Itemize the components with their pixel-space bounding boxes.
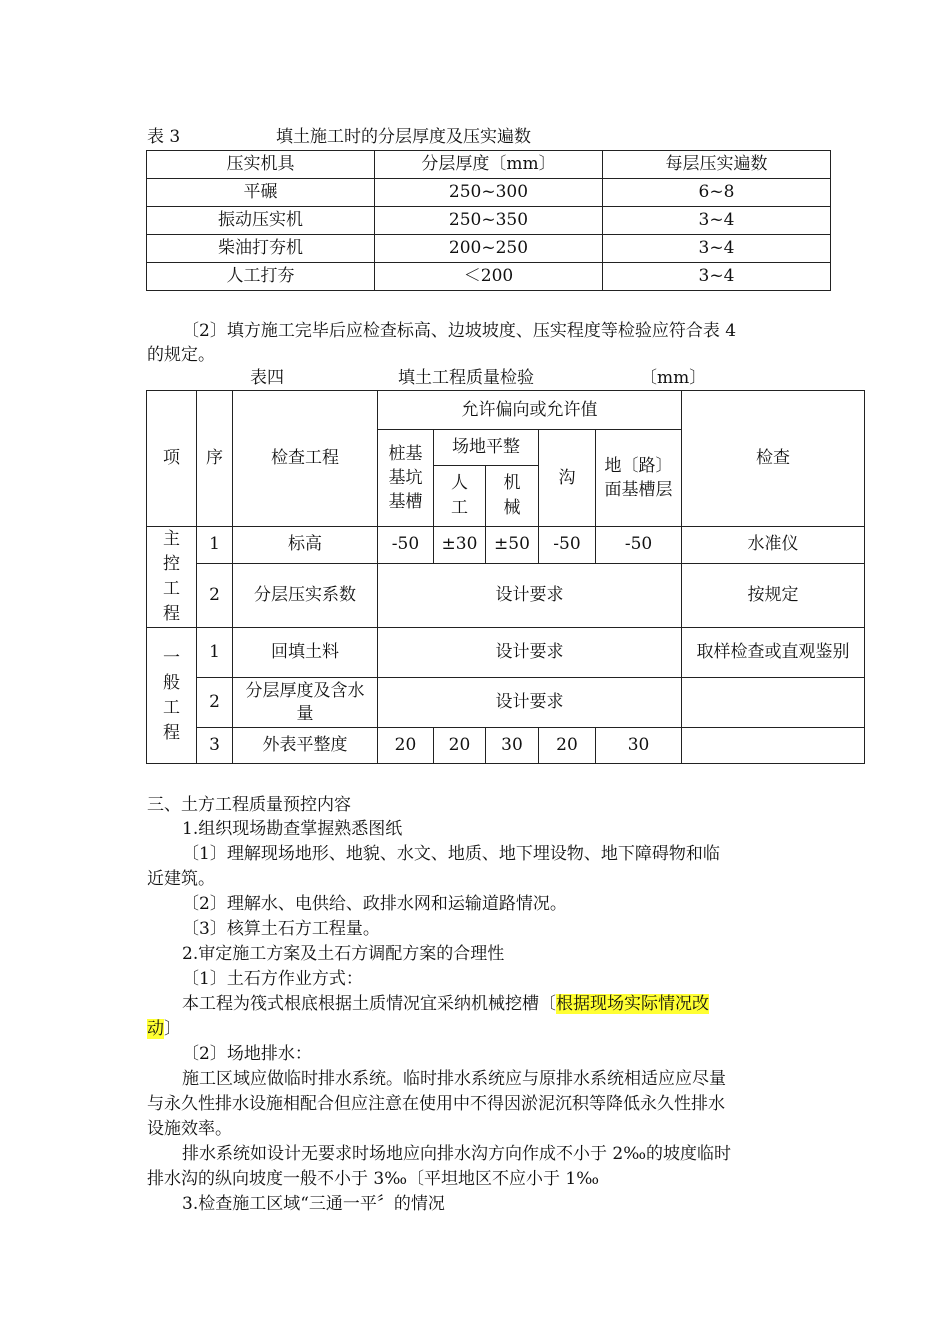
paragraph-line: 〔2〕理解水、电供给、政排水网和运输道路情况。 [182, 894, 567, 914]
table-cell: 30 [486, 728, 539, 764]
table-cell: 柴油打夯机 [147, 235, 375, 263]
table-cell: 人工打夯 [147, 263, 375, 291]
table4-header-manual-text: 人工 [451, 473, 468, 518]
table-cell: 20 [378, 728, 434, 764]
table4-caption-label: 表四 [250, 368, 284, 388]
table4-header-machine-text: 机械 [503, 473, 521, 518]
paragraph-line [182, 993, 709, 1015]
table3-header-cell: 每层压实遍数 [603, 151, 831, 179]
paragraph-line [147, 1018, 181, 1040]
table-cell: 设计要求 [378, 628, 682, 678]
table-cell: 20 [539, 728, 596, 764]
table4-caption-unit: 〔mm〕 [640, 368, 707, 388]
table-cell [682, 678, 865, 728]
highlighted-note: 动 [147, 1019, 164, 1039]
table4-header-site-level: 场地平整 [434, 430, 539, 466]
table-cell: 回填土料 [233, 628, 378, 678]
table-cell: 200~250 [375, 235, 603, 263]
table3-caption-title: 填土施工时的分层厚度及压实遍数 [276, 127, 531, 147]
table-cell [682, 728, 865, 764]
table-cell: 按规定 [682, 563, 865, 627]
table-cell: 1 [197, 628, 233, 678]
table4-inspect-sampling: 取样检查或直观鉴别 [696, 642, 850, 662]
table4 [146, 390, 865, 764]
table-cell: 标高 [233, 527, 378, 564]
table4-layer-thickness: 分层厚度及含水量 [245, 680, 365, 724]
table-cell: 6~8 [603, 179, 831, 207]
paragraph-line: 2.审定施工方案及土石方调配方案的合理性 [182, 944, 505, 964]
table4-header-inspection: 检查 [682, 391, 865, 527]
table-cell: ±30 [434, 527, 486, 564]
table4-group-main [147, 527, 197, 628]
table4-header-pit-text: 桩基基坑基槽 [388, 444, 423, 512]
table-row [147, 179, 831, 207]
table-cell: -50 [596, 527, 682, 564]
paragraph-line: 设施效率。 [147, 1119, 232, 1139]
table-cell: 3~4 [603, 263, 831, 291]
highlighted-note: 根据现场实际情况改 [556, 994, 709, 1014]
paragraph-line: 排水系统如设计无要求时场地应向排水沟方向作成不小于 2‰的坡度临时 [182, 1144, 732, 1164]
table-cell: 平碾 [147, 179, 375, 207]
section-title: 三、土方工程质量预控内容 [147, 795, 351, 815]
paragraph-text: 本工程为筏式根底根据土质情况宜采纳机械挖槽〔 [182, 994, 556, 1014]
table-row [147, 527, 865, 564]
paragraph-line: 〔2〕填方施工完毕后应检查标高、边坡坡度、压实程度等检验应符合表 4 [182, 321, 737, 341]
table-row [147, 263, 831, 291]
table-cell: -50 [539, 527, 596, 564]
paragraph-line: 与永久性排水设施相配合但应注意在使用中不得因淤泥沉积等降低永久性排水 [147, 1094, 725, 1114]
table4-header-machine [486, 466, 539, 527]
table4-header-check-project: 检查工程 [233, 391, 378, 527]
table-cell: 3 [197, 728, 233, 764]
table4-group-main-text: 主控工程 [163, 529, 180, 624]
table4-header-ground [596, 430, 682, 527]
table-cell: ＜200 [375, 263, 603, 291]
table-cell: 250~350 [375, 207, 603, 235]
table4-header-item: 项 [147, 391, 197, 527]
table-cell: 外表平整度 [233, 728, 378, 764]
table4-header-row [147, 391, 865, 430]
table-cell: 水准仪 [682, 527, 865, 564]
paragraph-line: 〔1〕土石方作业方式： [182, 969, 363, 989]
paragraph-line: 〔2〕场地排水： [182, 1044, 312, 1064]
table-row [147, 678, 865, 728]
paragraph-line: 1.组织现场勘查掌握熟悉图纸 [182, 819, 403, 839]
table-cell: 2 [197, 563, 233, 627]
table-cell: 2 [197, 678, 233, 728]
paragraph-line: 排水沟的纵向坡度一般不小于 3‰〔平坦地区不应小于 1‰ [147, 1169, 600, 1189]
paragraph-line: 3.检查施工区域“三通一平〞的情况 [182, 1194, 445, 1214]
table-row [147, 235, 831, 263]
paragraph-line: 近建筑。 [147, 869, 215, 889]
table-cell: 设计要求 [378, 563, 682, 627]
table-cell: ±50 [486, 527, 539, 564]
paragraph-line: 的规定。 [147, 345, 215, 365]
table3-caption-label: 表 3 [147, 127, 181, 147]
table-row [147, 728, 865, 764]
paragraph-line: 〔1〕理解现场地形、地貌、水文、地质、地下埋设物、地下障碍物和临 [182, 844, 720, 864]
table-row [147, 207, 831, 235]
paragraph-text: 〕 [164, 1019, 181, 1039]
table-cell: 设计要求 [378, 678, 682, 728]
paragraph-line: 施工区域应做临时排水系统。临时排水系统应与原排水系统相适应应尽量 [182, 1069, 726, 1089]
table-cell: -50 [378, 527, 434, 564]
table4-header-pit [378, 430, 434, 527]
table-cell: 振动压实机 [147, 207, 375, 235]
table4-group-general-text: 一般工程 [163, 647, 180, 743]
table-cell: 分层压实系数 [233, 563, 378, 627]
table-cell: 3~4 [603, 235, 831, 263]
table4-group-general [147, 628, 197, 764]
table4-header-ground-text: 地〔路〕面基槽层 [604, 456, 673, 500]
table-cell: 3~4 [603, 207, 831, 235]
table3-header-cell: 压实机具 [147, 151, 375, 179]
table3-header-cell: 分层厚度〔mm〕 [375, 151, 603, 179]
table4-header-manual [434, 466, 486, 527]
table3 [146, 150, 831, 291]
table3-header-row [147, 151, 831, 179]
table4-header-allowed: 允许偏向或允许值 [378, 391, 682, 430]
paragraph-line: 〔3〕核算土石方工程量。 [182, 919, 380, 939]
table-cell: 30 [596, 728, 682, 764]
table-cell: 1 [197, 527, 233, 564]
table-row [147, 563, 865, 627]
table-cell: 250~300 [375, 179, 603, 207]
table4-header-ditch: 沟 [539, 430, 596, 527]
table-cell: 20 [434, 728, 486, 764]
table4-header-seq: 序 [197, 391, 233, 527]
table-cell [233, 678, 378, 728]
table-cell [682, 628, 865, 678]
table-row [147, 628, 865, 678]
table4-caption-title: 填土工程质量检验 [398, 368, 534, 388]
